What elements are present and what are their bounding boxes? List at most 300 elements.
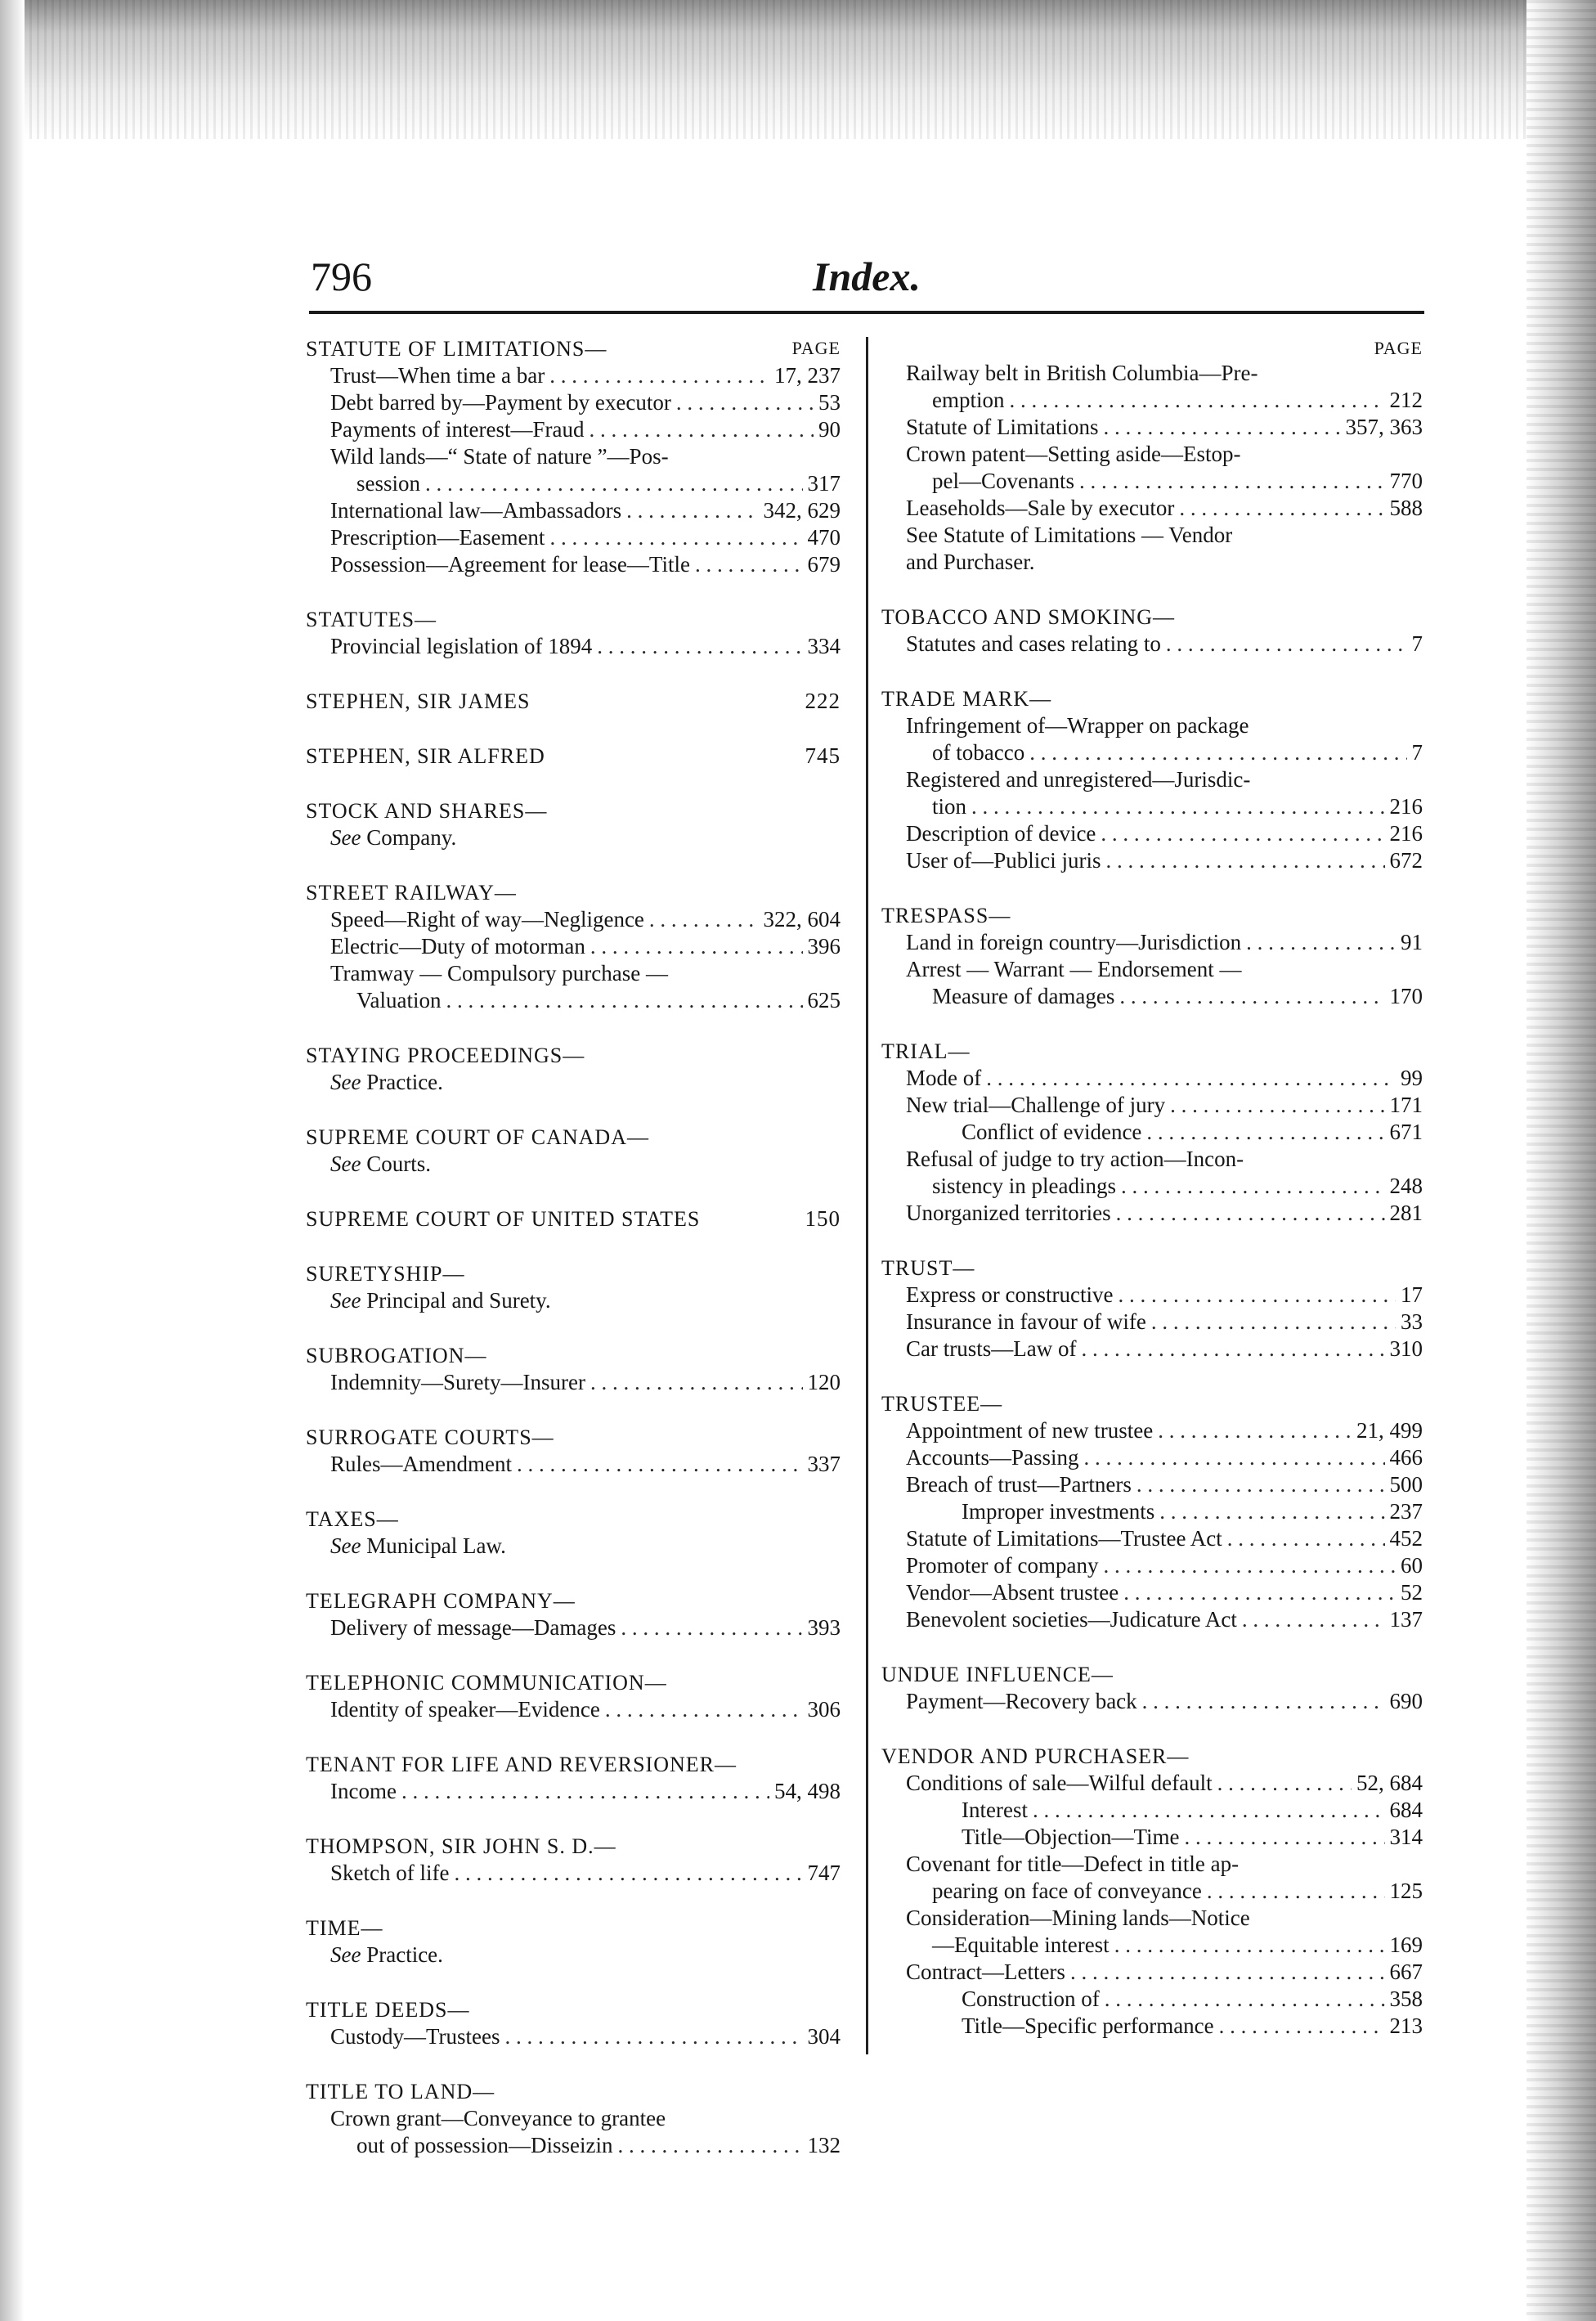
page-reference: 337 bbox=[807, 1452, 841, 1476]
subentry-text: International law—Ambassadors bbox=[330, 498, 622, 523]
header-rule bbox=[309, 311, 1424, 314]
index-heading bbox=[881, 1255, 1423, 1282]
index-subentry bbox=[306, 470, 841, 497]
index-subentry bbox=[881, 631, 1423, 658]
index-entry bbox=[306, 1587, 841, 1641]
index-subentry bbox=[881, 1932, 1423, 1959]
subentry-text: Speed—Right of way—Negligence bbox=[330, 907, 644, 932]
page-reference: 170 bbox=[1389, 984, 1423, 1008]
index-subentry bbox=[306, 987, 841, 1014]
subentry-text: Leaseholds—Sale by executor bbox=[906, 496, 1175, 520]
see-target: Principal and Surety. bbox=[366, 1288, 551, 1313]
page-reference: 314 bbox=[1389, 1825, 1423, 1849]
index-heading bbox=[306, 606, 841, 633]
dot-leader bbox=[1185, 1824, 1385, 1851]
subentry-text: Title—Objection—Time bbox=[962, 1825, 1180, 1849]
page-reference: 770 bbox=[1389, 469, 1423, 493]
subentry-text: Conditions of sale—Wilful default bbox=[906, 1771, 1213, 1795]
dot-leader bbox=[1119, 983, 1384, 1010]
index-heading-text: TITLE DEEDS— bbox=[306, 1998, 470, 2022]
page-reference: 54, 498 bbox=[774, 1779, 841, 1803]
index-subentry bbox=[881, 1092, 1423, 1119]
subentry-text: Mode of bbox=[906, 1066, 982, 1090]
page-reference: 7 bbox=[1411, 740, 1423, 765]
index-heading-text: SURETYSHIP— bbox=[306, 1262, 465, 1286]
index-subentry bbox=[881, 1498, 1423, 1525]
page-reference: 667 bbox=[1389, 1960, 1423, 1984]
page-reference: 33 bbox=[1401, 1309, 1423, 1334]
index-subentry bbox=[881, 549, 1423, 576]
subentry-text: Railway belt in British Columbia—Pre- bbox=[906, 361, 1258, 385]
page-reference: 281 bbox=[1389, 1201, 1423, 1225]
page-header bbox=[311, 245, 1423, 311]
dot-leader bbox=[454, 1860, 802, 1887]
dot-leader bbox=[1159, 1498, 1384, 1525]
dot-leader bbox=[1105, 847, 1384, 874]
index-heading-text: TAXES— bbox=[306, 1507, 399, 1531]
see-target: Practice. bbox=[366, 1070, 443, 1094]
page-reference: 21, 499 bbox=[1356, 1418, 1423, 1443]
subentry-text: Statutes and cases relating to bbox=[906, 631, 1161, 656]
index-subentry bbox=[306, 2132, 841, 2159]
dot-leader bbox=[1081, 1336, 1384, 1363]
index-entry bbox=[306, 2078, 841, 2159]
index-subentry bbox=[881, 1119, 1423, 1146]
page-reference: 334 bbox=[807, 634, 841, 658]
subentry-text: and Purchaser. bbox=[906, 550, 1035, 574]
scan-border-right bbox=[1527, 0, 1596, 2321]
index-subentry bbox=[306, 2105, 841, 2132]
page-reference: 452 bbox=[1389, 1526, 1423, 1551]
index-subentry bbox=[881, 1173, 1423, 1200]
page-reference: 216 bbox=[1389, 821, 1423, 846]
index-subentry bbox=[881, 1579, 1423, 1606]
page-reference: 393 bbox=[807, 1615, 841, 1640]
index-subentry bbox=[881, 1065, 1423, 1092]
subentry-text: Payment—Recovery back bbox=[906, 1689, 1137, 1713]
index-entry bbox=[306, 1124, 841, 1178]
subentry-text: New trial—Challenge of jury bbox=[906, 1093, 1166, 1117]
index-subentry bbox=[881, 1525, 1423, 1552]
dot-leader bbox=[986, 1065, 1396, 1092]
dot-leader bbox=[626, 497, 758, 524]
dot-leader bbox=[549, 524, 802, 551]
index-heading-text: TRIAL— bbox=[881, 1039, 971, 1063]
subentry-text: of tobacco bbox=[932, 740, 1025, 765]
running-title: Index. bbox=[813, 254, 921, 299]
index-subentry bbox=[306, 633, 841, 660]
dot-leader bbox=[1033, 1797, 1385, 1824]
page-reference: 625 bbox=[807, 988, 841, 1012]
index-entry bbox=[306, 1506, 841, 1560]
subentry-text: Insurance in favour of wife bbox=[906, 1309, 1146, 1334]
index-heading bbox=[306, 1587, 841, 1614]
page-column-label: PAGE bbox=[791, 338, 841, 358]
page-reference: 171 bbox=[1389, 1093, 1423, 1117]
page-reference: 679 bbox=[807, 552, 841, 577]
page-reference: 213 bbox=[1389, 2013, 1423, 2038]
dot-leader bbox=[590, 933, 803, 960]
index-entry bbox=[306, 879, 841, 1014]
dot-leader bbox=[1010, 387, 1385, 414]
index-subentry bbox=[306, 1696, 841, 1723]
index-subentry bbox=[306, 1451, 841, 1478]
index-heading-text: TOBACCO AND SMOKING— bbox=[881, 605, 1176, 629]
subentry-text: Infringement of—Wrapper on package bbox=[906, 713, 1249, 738]
index-heading-text: STATUTES— bbox=[306, 608, 437, 631]
index-heading-text: TRESPASS— bbox=[881, 904, 1011, 927]
index-subentry bbox=[881, 793, 1423, 820]
dot-leader bbox=[676, 389, 814, 416]
dot-leader bbox=[1246, 929, 1396, 956]
page-reference: 500 bbox=[1389, 1472, 1423, 1497]
index-subentry bbox=[306, 1860, 841, 1887]
index-subentry bbox=[881, 1282, 1423, 1309]
page-reference: 169 bbox=[1389, 1933, 1423, 1957]
index-subentry bbox=[881, 414, 1423, 441]
subentry-text: Registered and unregistered—Jurisdic- bbox=[906, 767, 1251, 792]
dot-leader bbox=[618, 2132, 803, 2159]
index-subentry bbox=[306, 497, 841, 524]
index-heading bbox=[881, 685, 1423, 712]
page-reference: 222 bbox=[805, 689, 841, 713]
subentry-text: Tramway — Compulsory purchase — bbox=[330, 961, 668, 985]
subentry-text: Custody—Trustees bbox=[330, 2024, 500, 2049]
page-number: 796 bbox=[311, 254, 372, 299]
see-label: See bbox=[330, 1942, 367, 1967]
index-heading bbox=[306, 1669, 841, 1696]
subentry-text: Promoter of company bbox=[906, 1553, 1099, 1578]
page-reference: 306 bbox=[807, 1697, 841, 1722]
index-subentry bbox=[881, 820, 1423, 847]
index-heading bbox=[306, 879, 841, 906]
page-reference: 684 bbox=[1389, 1798, 1423, 1822]
dot-leader bbox=[1116, 1200, 1385, 1227]
dot-leader bbox=[1242, 1606, 1385, 1633]
page-reference: 150 bbox=[805, 1206, 841, 1231]
see-label: See bbox=[330, 1533, 367, 1558]
index-subentry bbox=[881, 1200, 1423, 1227]
dot-leader bbox=[695, 551, 803, 578]
page-reference: 396 bbox=[807, 934, 841, 958]
see-reference bbox=[306, 1942, 841, 1969]
subentry-text: Car trusts—Law of bbox=[906, 1336, 1077, 1361]
subentry-text: Debt barred by—Payment by executor bbox=[330, 390, 671, 415]
dot-leader bbox=[1166, 631, 1407, 658]
subentry-text: Construction of bbox=[962, 1987, 1100, 2011]
dot-leader bbox=[401, 1778, 769, 1805]
dot-leader bbox=[590, 1369, 803, 1396]
index-subentry bbox=[881, 1606, 1423, 1633]
index-heading bbox=[306, 1424, 841, 1451]
index-heading-text: VENDOR AND PURCHASER— bbox=[881, 1744, 1190, 1768]
index-heading-text: TITLE TO LAND— bbox=[306, 2080, 495, 2103]
index-entry bbox=[306, 1042, 841, 1096]
subentry-text: Covenant for title—Defect in title ap- bbox=[906, 1852, 1240, 1876]
index-subentry bbox=[881, 712, 1423, 739]
dot-leader bbox=[1219, 2013, 1385, 2040]
index-subentry bbox=[881, 1770, 1423, 1797]
index-heading-text: TRUSTEE— bbox=[881, 1392, 1003, 1416]
index-heading bbox=[881, 1661, 1423, 1688]
index-entry bbox=[306, 1833, 841, 1887]
page-reference: 588 bbox=[1389, 496, 1423, 520]
index-subentry bbox=[306, 1778, 841, 1805]
index-entry bbox=[881, 604, 1423, 658]
page-reference: 60 bbox=[1401, 1553, 1423, 1578]
index-heading-text: SUPREME COURT OF CANADA— bbox=[306, 1125, 649, 1149]
page-reference: 248 bbox=[1389, 1174, 1423, 1198]
index-heading-text: STAYING PROCEEDINGS— bbox=[306, 1044, 585, 1067]
dot-leader bbox=[1101, 820, 1384, 847]
index-subentry bbox=[881, 1851, 1423, 1878]
see-reference bbox=[306, 1069, 841, 1096]
index-heading-text: TRADE MARK— bbox=[881, 687, 1052, 711]
index-subentry bbox=[306, 551, 841, 578]
index-heading bbox=[306, 1833, 841, 1860]
page-reference: 120 bbox=[807, 1370, 841, 1394]
page-reference: 310 bbox=[1389, 1336, 1423, 1361]
index-heading bbox=[306, 1124, 841, 1151]
subentry-text: Arrest — Warrant — Endorsement — bbox=[906, 957, 1242, 981]
subentry-text: sistency in pleadings bbox=[932, 1174, 1116, 1198]
page-reference: 357, 363 bbox=[1345, 415, 1423, 439]
see-target: Practice. bbox=[366, 1942, 443, 1967]
subentry-text: Trust—When time a bar bbox=[330, 363, 545, 388]
index-heading-text: STOCK AND SHARES— bbox=[306, 799, 548, 823]
dot-leader bbox=[1121, 1173, 1385, 1200]
dot-leader bbox=[1179, 495, 1384, 522]
page-reference: 17, 237 bbox=[774, 363, 841, 388]
subentry-text: tion bbox=[932, 794, 967, 819]
index-heading bbox=[881, 1743, 1423, 1770]
subentry-text: —Equitable interest bbox=[932, 1933, 1110, 1957]
column-divider bbox=[866, 337, 868, 2054]
page-reference: 358 bbox=[1389, 1987, 1423, 2011]
index-heading-text: SURROGATE COURTS— bbox=[306, 1425, 554, 1449]
subentry-text: Breach of trust—Partners bbox=[906, 1472, 1132, 1497]
index-heading-text: TENANT FOR LIFE AND REVERSIONER— bbox=[306, 1753, 737, 1776]
index-heading bbox=[306, 1205, 841, 1232]
index-heading bbox=[306, 1260, 841, 1287]
index-entry bbox=[306, 1260, 841, 1314]
subentry-text: Provincial legislation of 1894 bbox=[330, 634, 593, 658]
page-reference: 90 bbox=[818, 417, 841, 442]
dot-leader bbox=[1217, 1770, 1352, 1797]
index-heading-text: THOMPSON, SIR JOHN S. D.— bbox=[306, 1834, 616, 1858]
page-reference: 53 bbox=[818, 390, 841, 415]
index-entry bbox=[306, 743, 841, 770]
index-entry bbox=[306, 1424, 841, 1478]
left-index-column bbox=[306, 335, 841, 2187]
index-subentry bbox=[881, 1797, 1423, 1824]
dot-leader bbox=[605, 1696, 803, 1723]
index-subentry bbox=[881, 2013, 1423, 2040]
page-reference: 672 bbox=[1389, 848, 1423, 873]
subentry-text: pel—Covenants bbox=[932, 469, 1074, 493]
index-entry bbox=[881, 1038, 1423, 1227]
index-subentry bbox=[881, 1986, 1423, 2013]
index-subentry bbox=[306, 933, 841, 960]
index-entry bbox=[306, 1669, 841, 1723]
dot-leader bbox=[1079, 468, 1385, 495]
index-subentry bbox=[881, 1309, 1423, 1336]
dot-leader bbox=[649, 906, 759, 933]
index-subentry bbox=[881, 1146, 1423, 1173]
scan-border-top bbox=[0, 0, 1596, 139]
page-reference: 91 bbox=[1401, 930, 1423, 954]
dot-leader bbox=[589, 416, 814, 443]
subentry-text: Measure of damages bbox=[932, 984, 1115, 1008]
subentry-text: pearing on face of conveyance bbox=[932, 1879, 1202, 1903]
index-subentry bbox=[881, 766, 1423, 793]
subentry-text: See Statute of Limitations — Vendor bbox=[906, 523, 1233, 547]
index-entry bbox=[306, 1342, 841, 1396]
dot-leader bbox=[971, 793, 1384, 820]
subentry-text: Title—Specific performance bbox=[962, 2013, 1214, 2038]
index-subentry bbox=[306, 389, 841, 416]
dot-leader bbox=[1123, 1579, 1396, 1606]
dot-leader bbox=[1146, 1119, 1384, 1146]
index-heading bbox=[881, 902, 1423, 929]
index-entry bbox=[881, 360, 1423, 576]
subentry-text: Wild lands—“ State of nature ”—Pos- bbox=[330, 444, 669, 469]
page-reference: 52 bbox=[1401, 1580, 1423, 1605]
subentry-text: Valuation bbox=[356, 988, 442, 1012]
index-entry bbox=[306, 335, 841, 578]
index-heading-text: TIME— bbox=[306, 1916, 383, 1940]
index-subentry bbox=[306, 1369, 841, 1396]
see-label: See bbox=[330, 1070, 367, 1094]
page-reference: 690 bbox=[1389, 1689, 1423, 1713]
page-reference: 216 bbox=[1389, 794, 1423, 819]
index-subentry bbox=[306, 906, 841, 933]
index-subentry bbox=[306, 524, 841, 551]
see-target: Company. bbox=[366, 825, 457, 850]
index-entry bbox=[881, 1743, 1423, 2040]
index-subentry bbox=[881, 495, 1423, 522]
index-subentry bbox=[881, 1444, 1423, 1471]
page-reference: 17 bbox=[1401, 1282, 1423, 1307]
index-heading bbox=[306, 1996, 841, 2023]
right-index-column bbox=[881, 335, 1423, 2067]
page-reference: 470 bbox=[807, 525, 841, 550]
subentry-text: Appointment of new trustee bbox=[906, 1418, 1154, 1443]
index-heading-text: TRUST— bbox=[881, 1256, 975, 1280]
subentry-text: Possession—Agreement for lease—Title bbox=[330, 552, 690, 577]
dot-leader bbox=[597, 633, 802, 660]
see-label: See bbox=[330, 1288, 367, 1313]
dot-leader bbox=[1151, 1309, 1396, 1336]
see-reference bbox=[306, 1151, 841, 1178]
dot-leader bbox=[425, 470, 802, 497]
subentry-text: Accounts—Passing bbox=[906, 1445, 1079, 1470]
subentry-text: Delivery of message—Damages bbox=[330, 1615, 616, 1640]
index-subentry bbox=[881, 1471, 1423, 1498]
subentry-text: Rules—Amendment bbox=[330, 1452, 512, 1476]
index-heading-text: UNDUE INFLUENCE— bbox=[881, 1663, 1114, 1686]
dot-leader bbox=[1136, 1471, 1385, 1498]
subentry-text: session bbox=[356, 471, 421, 496]
index-subentry bbox=[881, 1417, 1423, 1444]
index-heading bbox=[306, 797, 841, 824]
index-heading-text: STEPHEN, SIR ALFRED bbox=[306, 744, 545, 768]
index-heading bbox=[306, 688, 841, 715]
see-reference bbox=[306, 1287, 841, 1314]
index-heading bbox=[306, 1042, 841, 1069]
subentry-text: User of—Publici juris bbox=[906, 848, 1101, 873]
subentry-text: Refusal of judge to try action—Incon- bbox=[906, 1147, 1244, 1171]
subentry-text: Identity of speaker—Evidence bbox=[330, 1697, 600, 1722]
index-heading-text: SUPREME COURT OF UNITED STATES bbox=[306, 1207, 701, 1231]
dot-leader bbox=[1070, 1959, 1385, 1986]
dot-leader bbox=[1105, 1986, 1385, 2013]
index-heading-text: TELEGRAPH COMPANY— bbox=[306, 1589, 576, 1613]
index-subentry bbox=[881, 929, 1423, 956]
index-heading-text: STREET RAILWAY— bbox=[306, 881, 517, 905]
index-subentry bbox=[881, 441, 1423, 468]
index-heading bbox=[306, 1506, 841, 1533]
index-entry bbox=[306, 797, 841, 851]
index-entry bbox=[881, 685, 1423, 874]
page-reference: 745 bbox=[805, 743, 841, 768]
index-heading-text: TELEPHONIC COMMUNICATION— bbox=[306, 1671, 667, 1695]
page-reference: 137 bbox=[1389, 1607, 1423, 1632]
subentry-text: Payments of interest—Fraud bbox=[330, 417, 585, 442]
see-label: See bbox=[330, 1152, 367, 1176]
subentry-text: Crown grant—Conveyance to grantee bbox=[330, 2106, 666, 2130]
index-subentry bbox=[881, 956, 1423, 983]
page-reference: 7 bbox=[1411, 631, 1423, 656]
subentry-text: Sketch of life bbox=[330, 1861, 450, 1885]
index-entry bbox=[306, 1751, 841, 1805]
index-entry bbox=[881, 1390, 1423, 1633]
dot-leader bbox=[549, 362, 769, 389]
dot-leader bbox=[1103, 1552, 1396, 1579]
index-subentry bbox=[881, 468, 1423, 495]
index-entry bbox=[881, 902, 1423, 1010]
index-heading bbox=[881, 604, 1423, 631]
see-reference bbox=[306, 824, 841, 851]
page-reference: 342, 629 bbox=[763, 498, 841, 523]
index-subentry bbox=[306, 443, 841, 470]
index-subentry bbox=[881, 1552, 1423, 1579]
dot-leader bbox=[1084, 1444, 1385, 1471]
index-entry bbox=[306, 688, 841, 715]
subentry-text: Statute of Limitations bbox=[906, 415, 1099, 439]
dot-leader bbox=[446, 987, 802, 1014]
subentry-text: out of possession—Disseizin bbox=[356, 2133, 613, 2157]
dot-leader bbox=[1114, 1932, 1385, 1959]
page-column-label: PAGE bbox=[1374, 338, 1423, 358]
subentry-text: emption bbox=[932, 388, 1005, 412]
see-target: Courts. bbox=[366, 1152, 431, 1176]
scan-border-left bbox=[0, 0, 25, 2321]
subentry-text: Interest bbox=[962, 1798, 1028, 1822]
index-entry bbox=[306, 606, 841, 660]
index-subentry bbox=[306, 362, 841, 389]
index-heading bbox=[306, 1751, 841, 1778]
index-subentry bbox=[881, 1824, 1423, 1851]
subentry-text: Prescription—Easement bbox=[330, 525, 545, 550]
subentry-text: Benevolent societies—Judicature Act bbox=[906, 1607, 1237, 1632]
see-label: See bbox=[330, 825, 367, 850]
page-reference: 747 bbox=[807, 1861, 841, 1885]
index-heading bbox=[306, 743, 841, 770]
index-heading-text: STATUTE OF LIMITATIONS— bbox=[306, 337, 607, 361]
subentry-text: Contract—Letters bbox=[906, 1960, 1065, 1984]
index-subentry bbox=[881, 1905, 1423, 1932]
